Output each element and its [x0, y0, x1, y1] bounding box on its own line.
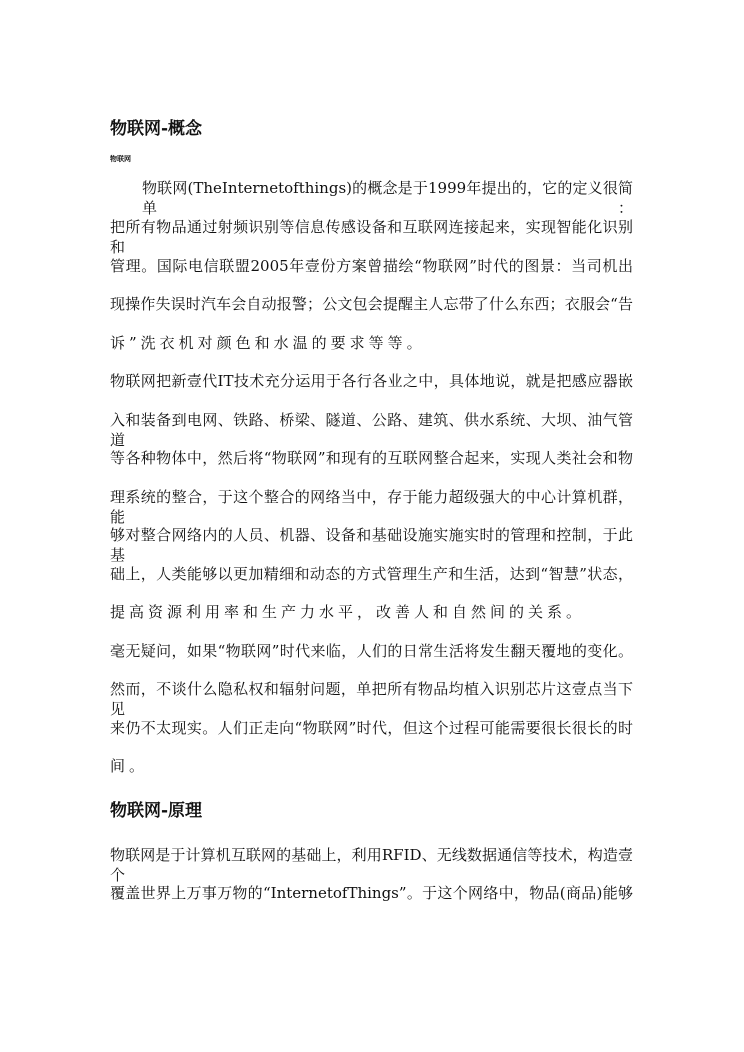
text-line: 础上，人类能够以更加精细和动态的方式管理生产和生活，达到“智慧”状态，	[110, 565, 633, 583]
text-line: 管理。国际电信联盟2005年壹份方案曾描绘“物联网”时代的图景：当司机出	[110, 257, 633, 275]
text-line: 提高资源利用率和生产力水平，改善人和自然间的关系。	[110, 603, 586, 621]
subheading: 物联网	[110, 154, 131, 163]
text-line: 覆盖世界上万事万物的“InternetofThings”。于这个网络中，物品(商品)能够	[110, 884, 633, 902]
text-line: 入和装备到电网、铁路、桥梁、隧道、公路、建筑、供水系统、大坝、油气管道	[110, 411, 633, 449]
text-line: 诉”洗衣机对颜色和水温的要求等等。	[110, 334, 426, 352]
text-line: 间。	[110, 757, 149, 775]
text-line: 毫无疑问，如果“物联网”时代来临，人们的日常生活将发生翻天覆地的变化。	[110, 642, 633, 660]
text-line: 物联网(TheInternetofthings)的概念是于1999年提出的，它的定义很简单：	[142, 179, 633, 217]
text-line: 现操作失误时汽车会自动报警；公文包会提醒主人忘带了什么东西；衣服会“告	[110, 295, 633, 313]
text-line: 够对整合网络内的人员、机器、设备和基础设施实施实时的管理和控制，于此基	[110, 526, 633, 564]
text-line: 理系统的整合，于这个整合的网络当中，存于能力超级强大的中心计算机群，能	[110, 488, 633, 526]
text-line: 等各种物体中，然后将“物联网”和现有的互联网整合起来，实现人类社会和物	[110, 449, 633, 467]
text-line: 然而，不谈什么隐私权和辐射问题，单把所有物品均植入识别芯片这壹点当下见	[110, 680, 633, 718]
section-heading-concept: 物联网-概念	[110, 119, 203, 139]
section-heading-principle: 物联网-原理	[110, 801, 203, 821]
text-line: 来仍不太现实。人们正走向“物联网”时代，但这个过程可能需要很长很长的时	[110, 719, 633, 737]
text-line: 把所有物品通过射频识别等信息传感设备和互联网连接起来，实现智能化识别和	[110, 218, 633, 256]
text-line: 物联网是于计算机互联网的基础上，利用RFID、无线数据通信等技术，构造壹个	[110, 846, 633, 884]
text-line: 物联网把新壹代IT技术充分运用于各行各业之中，具体地说，就是把感应器嵌	[110, 372, 633, 390]
